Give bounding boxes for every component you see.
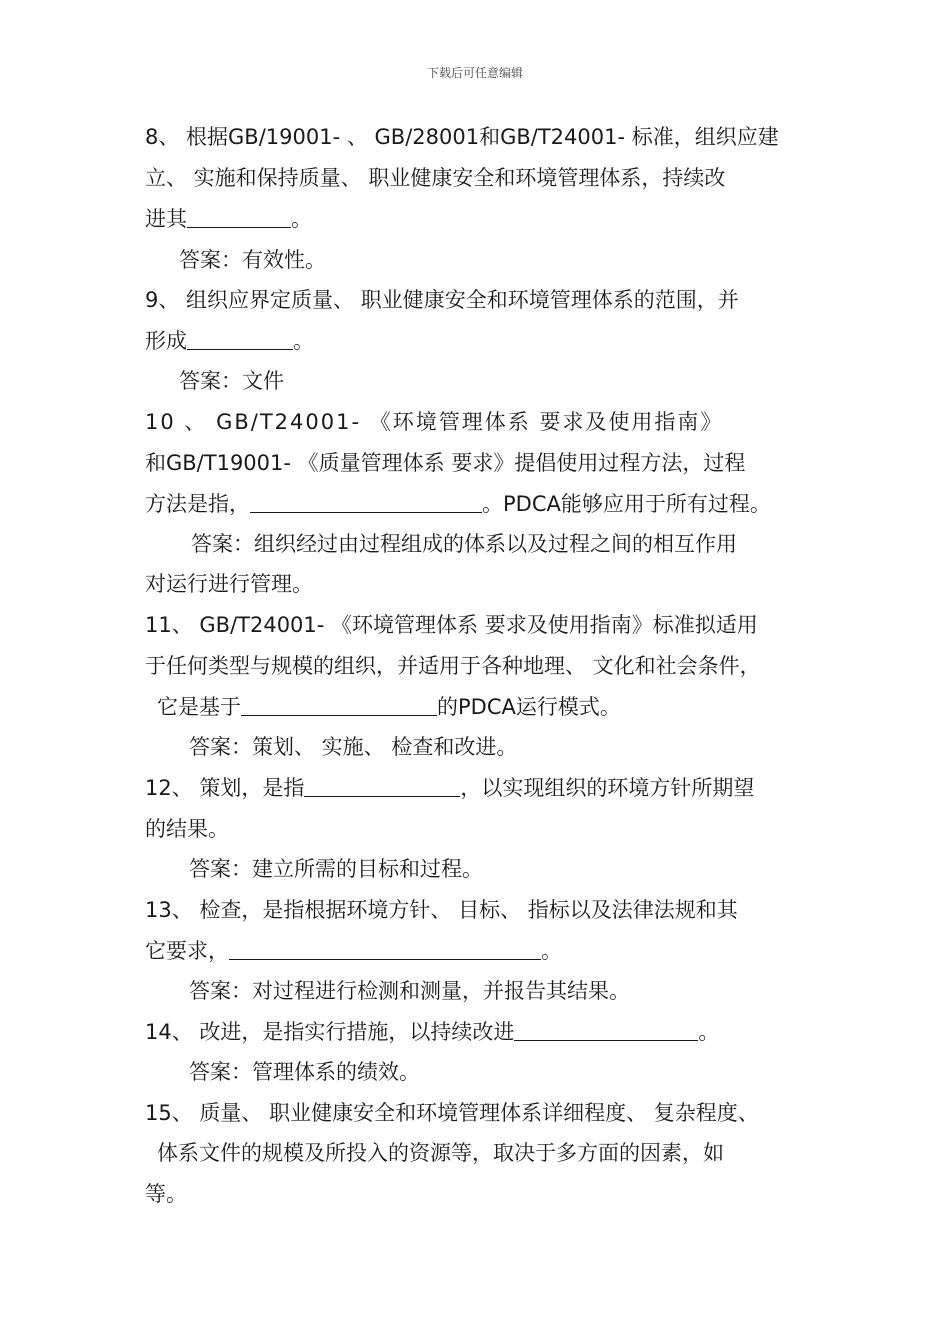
q8-line-3 xyxy=(145,199,312,239)
q10-line-2: 和GB/T19001- 《质量管理体系 要求》提倡使用过程方法，过程 xyxy=(145,451,746,475)
q10-line-1: 10 、 GB/T24001- 《环境管理体系 要求及使用指南》 xyxy=(145,410,724,434)
q12-answer: 答案：建立所需的目标和过程。 xyxy=(189,857,483,881)
page-header: 下载后可任意编辑 xyxy=(426,66,523,80)
q14-line-1-text: 14、 改进，是指实行措施，以持续改进 xyxy=(145,1020,515,1044)
q13-line-2-end: 。 xyxy=(541,939,562,963)
q9-line-2 xyxy=(145,321,314,361)
q11-line-3 xyxy=(157,687,621,727)
q13-line-2-text: 它要求， xyxy=(145,939,229,963)
q8-line-3-end: 。 xyxy=(291,207,312,231)
q13-line-2 xyxy=(145,931,562,971)
q9-answer: 答案：文件 xyxy=(179,369,284,393)
q11-answer: 答案：策划、 实施、 检查和改进。 xyxy=(189,735,518,759)
q15-line-1: 15、 质量、 职业健康安全和环境管理体系详细程度、 复杂程度、 xyxy=(145,1101,759,1125)
q9-line-1: 9、 组织应界定质量、 职业健康安全和环境管理体系的范围，并 xyxy=(145,288,739,312)
q13-blank xyxy=(229,937,541,960)
q11-line-1: 11、 GB/T24001- 《环境管理体系 要求及使用指南》标准拟适用 xyxy=(145,613,758,637)
q10-line-3 xyxy=(145,484,771,524)
q8-answer: 答案：有效性。 xyxy=(179,248,326,272)
q8-line-2: 立、 实施和保持质量、 职业健康安全和环境管理体系，持续改 xyxy=(145,166,726,190)
q10-line-3-end: 。PDCA能够应用于所有过程。 xyxy=(482,492,771,516)
q12-line-1-end: ，以实现组织的环境方针所期望 xyxy=(460,776,755,800)
q11-line-3-end: 的PDCA运行模式。 xyxy=(437,695,621,719)
q14-answer: 答案：管理体系的绩效。 xyxy=(189,1060,420,1084)
q9-line-2-text: 形成 xyxy=(145,329,187,353)
q14-blank xyxy=(514,1018,698,1041)
q8-line-3-text: 进其 xyxy=(145,207,187,231)
q10-answer-line-2: 对运行进行管理。 xyxy=(145,572,313,596)
q15-line-3: 等。 xyxy=(145,1182,187,1206)
q14-line-1-end: 。 xyxy=(698,1020,720,1044)
q13-line-1: 13、 检查，是指根据环境方针、 目标、 指标以及法律法规和其 xyxy=(145,898,738,922)
q8-line-1: 8、 根据GB/19001- 、 GB/28001和GB/T24001- 标准，组织应建 xyxy=(145,125,779,149)
q11-line-3-text: 它是基于 xyxy=(157,695,241,719)
q11-line-2: 于任何类型与规模的组织，并适用于各种地理、 文化和社会条件， xyxy=(145,654,761,678)
q13-answer: 答案：对过程进行检测和测量，并报告其结果。 xyxy=(189,979,630,1003)
q12-line-1 xyxy=(145,768,754,808)
q9-line-2-end: 。 xyxy=(293,329,314,353)
q10-line-3-text: 方法是指， xyxy=(145,492,250,516)
q12-line-2: 的结果。 xyxy=(145,817,229,841)
q12-blank xyxy=(304,774,460,797)
q10-answer-line-1: 答案：组织经过由过程组成的体系以及过程之间的相互作用 xyxy=(191,532,737,556)
q15-line-2: 体系文件的规模及所投入的资源等，取决于多方面的因素，如 xyxy=(157,1141,724,1165)
q8-blank xyxy=(187,205,291,228)
q14-line-1 xyxy=(145,1012,719,1052)
q11-blank xyxy=(241,693,437,716)
q9-blank xyxy=(187,327,293,350)
q12-line-1-text: 12、 策划，是指 xyxy=(145,776,305,800)
q10-blank xyxy=(250,490,482,513)
